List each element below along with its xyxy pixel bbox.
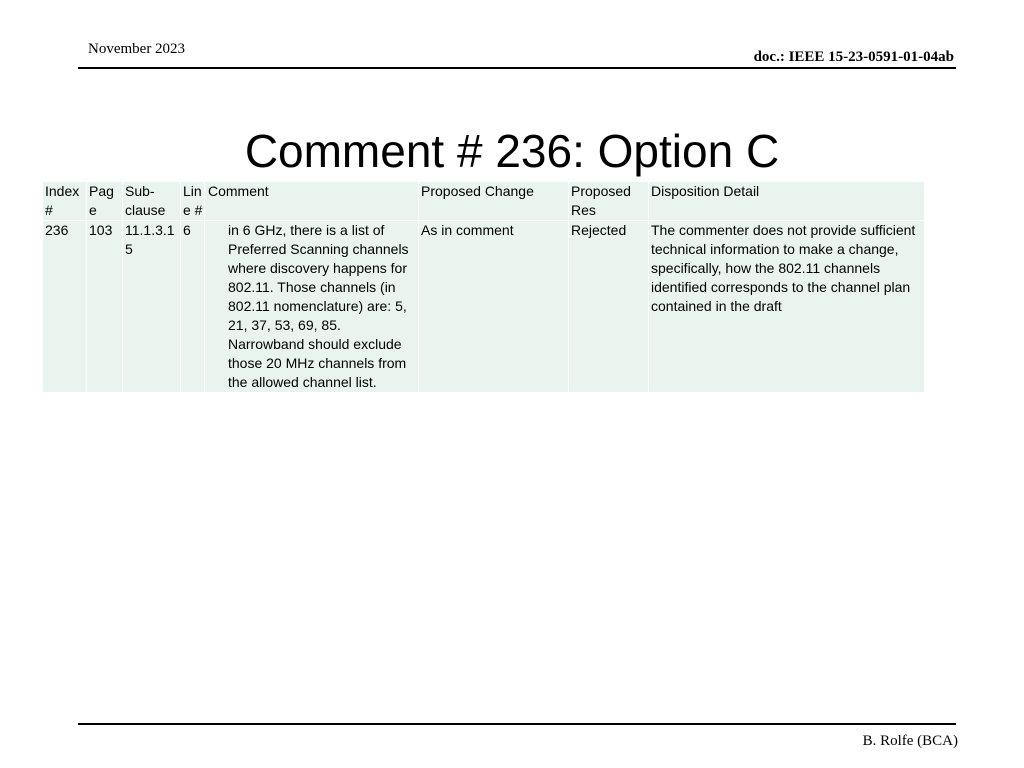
header-line: Lin e # [181,182,205,221]
table-row [43,221,925,393]
header-proposed-res: Proposed Res [569,182,649,221]
cell-subclause: 11.1.3.1 5 [123,221,181,393]
header-index: Index # [43,182,87,221]
header-date: November 2023 [88,41,186,57]
cell-page: 103 [87,221,123,393]
header-comment: Comment [205,182,419,221]
comment-table [42,181,925,393]
cell-comment: in 6 GHz, there is a list of Preferred Scanning channels where discovery happens for 802.11. Those channels (in 802.11 nomenclature) are: 5, 21, 37, 53, 69, 85. Narrowband should exclude those 20 MHz channels from the allowed channel list. [205,221,419,393]
header-subclause: Sub- clause [123,182,181,221]
header-doc-id: doc.: IEEE 15-23-0591-01-04ab [753,49,954,65]
header-disposition: Disposition Detail [649,182,925,221]
cell-index: 236 [43,221,87,393]
cell-disposition: The commenter does not provide sufficient technical information to make a change, specifically, how the 802.11 channels identified corresponds to the channel plan contained in the draft [649,221,925,393]
cell-line: 6 [181,221,205,393]
slide-title: Comment # 236: Option C [244,125,780,177]
header-proposed-change: Proposed Change [419,182,569,221]
footer-author: B. Rolfe (BCA) [862,733,958,749]
table-header-row [43,182,925,221]
cell-proposed-res: Rejected [569,221,649,393]
cell-proposed-change: As in comment [419,221,569,393]
header-page: Pag e [87,182,123,221]
header-rule [78,67,956,69]
footer-rule [78,723,956,725]
